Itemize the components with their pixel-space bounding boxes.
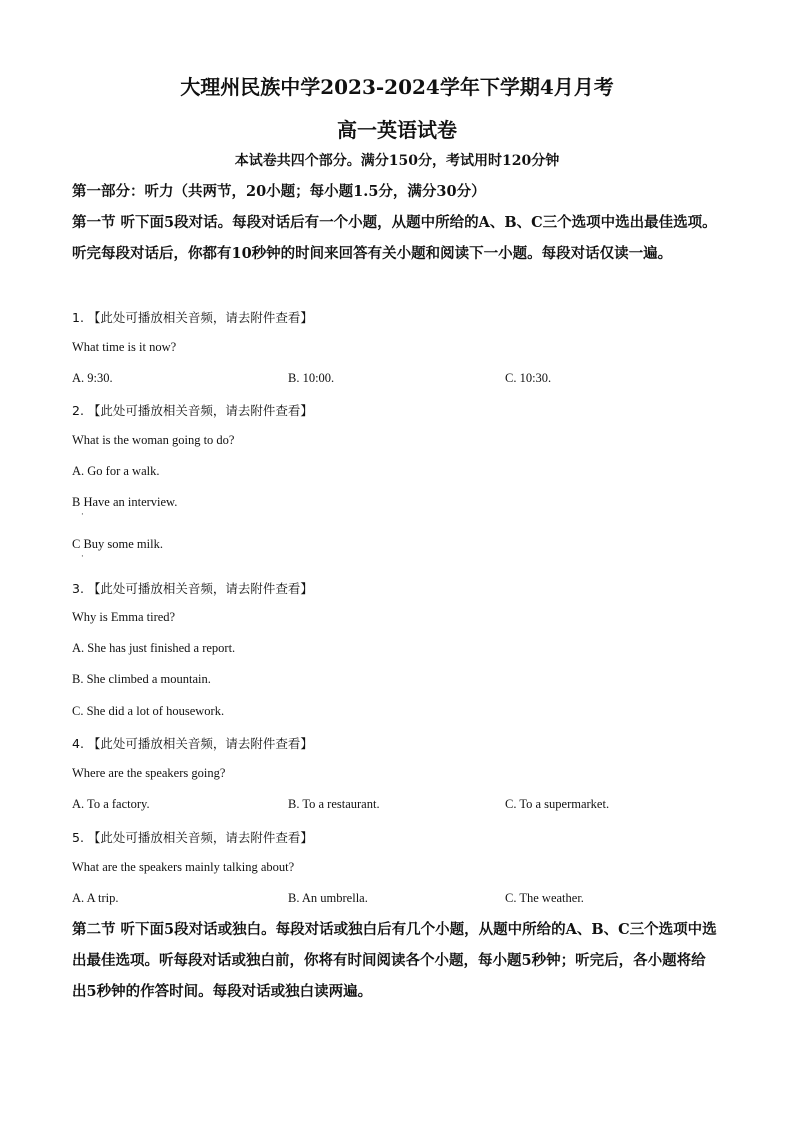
question-4-option-b: B. To a restaurant. [288, 797, 380, 811]
exam-info: 本试卷共四个部分。满分150分，考试用时120分钟 [234, 153, 560, 169]
question-4-text: Where are the speakers going? [72, 766, 226, 780]
question-2-option-a: A. Go for a walk. [72, 464, 160, 478]
part1-heading: 第一部分：听力（共两节，20小题；每小题1.5分，满分30分） [72, 183, 486, 200]
question-3-option-a: A. She has just finished a report. [72, 641, 236, 655]
question-5-header: 5. 【此处可播放相关音频，请去附件查看】 [72, 830, 313, 845]
question-3-header: 3. 【此处可播放相关音频，请去附件查看】 [72, 581, 313, 596]
question-3-text: Why is Emma tired? [72, 610, 176, 624]
exam-title: 大理州民族中学2023-2024学年下学期4月月考 [180, 75, 614, 99]
section2-instructions: 第二节 听下面5段对话或独白。每段对话或独白后有几个小题，从题中所给的A、B、C三个选项中选出最佳选项。听每段对话或独白前，你将有时间阅读各个小题，每小题5秒钟；听完后，各小题将给出5秒钟的作答时间。每段对话或独白读两遍。 [72, 921, 717, 1000]
question-2-header: 2. 【此处可播放相关音频，请去附件查看】 [72, 403, 313, 418]
question-1-header: 1. 【此处可播放相关音频，请去附件查看】 [72, 310, 313, 325]
question-1-option-b: B. 10:00. [288, 371, 335, 385]
question-3-option-b: B. She climbed a mountain. [72, 672, 211, 686]
section1-instructions: 第一节 听下面5段对话。每段对话后有一个小题，从题中所给的A、B、C三个选项中选出最佳选项。听完每段对话后，你都有10秒钟的时间来回答有关小题和阅读下一小题。每段对话仅读一遍。 [72, 214, 717, 262]
question-2-text: What is the woman going to do? [72, 433, 235, 447]
question-1-option-c: C. 10:30. [505, 371, 552, 385]
question-5-option-c: C. The weather. [505, 891, 584, 905]
question-4-header: 4. 【此处可播放相关音频，请去附件查看】 [72, 736, 313, 751]
question-5-option-b: B. An umbrella. [288, 891, 368, 905]
question-4-option-a: A. To a factory. [72, 797, 150, 811]
question-1-text: What time is it now? [72, 340, 177, 354]
stray-dot: · [81, 510, 84, 520]
stray-dot: · [81, 552, 84, 562]
question-2-option-b: B Have an interview. [72, 495, 178, 509]
question-5-text: What are the speakers mainly talking about? [72, 860, 295, 874]
question-2-option-c: C Buy some milk. [72, 537, 163, 551]
question-1-option-a: A. 9:30. [72, 371, 113, 385]
question-5-option-a: A. A trip. [72, 891, 119, 905]
exam-subject-title: 高一英语试卷 [337, 118, 457, 142]
question-4-option-c: C. To a supermarket. [505, 797, 610, 811]
question-3-option-c: C. She did a lot of housework. [72, 704, 225, 718]
